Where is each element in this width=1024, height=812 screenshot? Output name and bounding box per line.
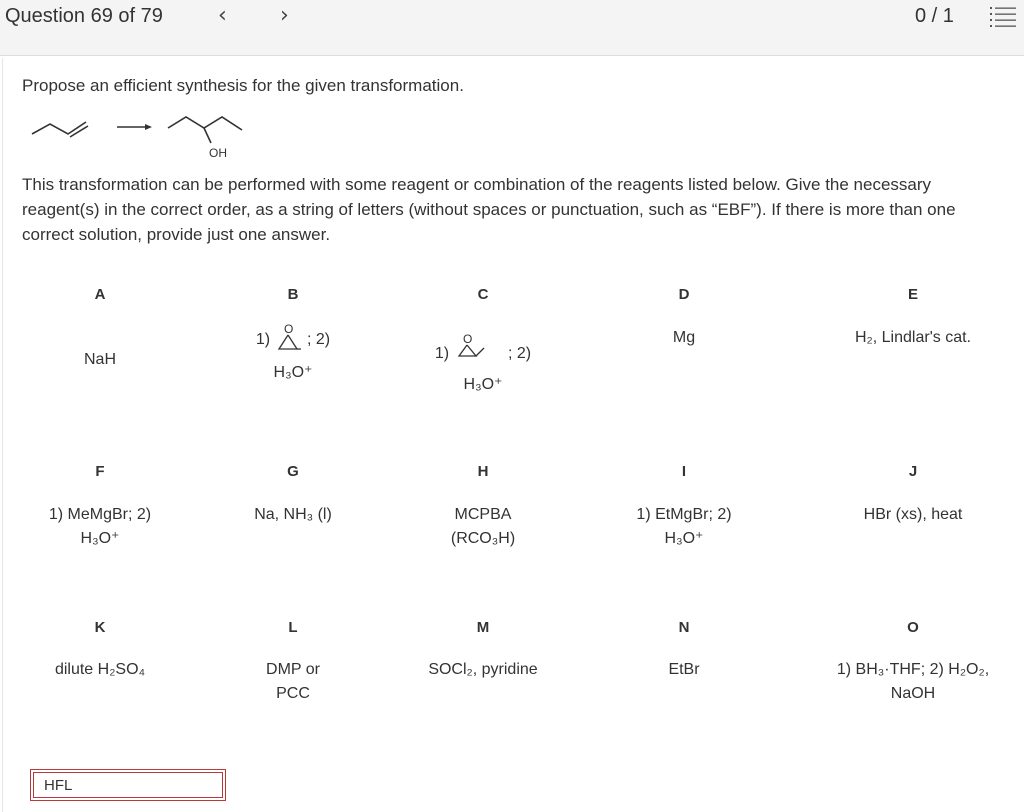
reagent-letter-E: E: [907, 286, 918, 303]
reagent-text-J: HBr (xs), heat: [863, 506, 963, 523]
substituted-epoxide-icon: [454, 332, 504, 362]
reagent-text-K: dilute H₂SO₄: [54, 661, 146, 678]
starting-alkene: [32, 122, 88, 137]
reagent-B-line1: [198, 322, 388, 352]
reagent-C-line1: [388, 332, 578, 365]
product-alcohol: [168, 117, 242, 143]
reagent-text-E: H₂, Lindlar's cat.: [855, 329, 971, 346]
product-oh-label: OH: [209, 146, 227, 160]
reagent-O-line2: NaOH: [890, 685, 936, 702]
reagent-letter-G: G: [287, 463, 299, 480]
reagent-letter-O: O: [907, 619, 919, 636]
reagent-letter-C: C: [477, 286, 489, 303]
reagent-B-step2: ; 2): [307, 331, 331, 348]
previous-question-button[interactable]: ‹: [218, 3, 227, 28]
reagent-letter-L: L: [288, 619, 298, 636]
reagent-C-line2: H₃O⁺: [463, 376, 503, 393]
reagent-letter-F: F: [95, 463, 105, 480]
next-question-button[interactable]: ›: [280, 3, 289, 28]
reagent-text-G: Na, NH₃ (l): [254, 506, 332, 523]
reagent-text-N: EtBr: [668, 661, 700, 678]
question-header: [0, 0, 1024, 56]
reagent-I-line1: 1) EtMgBr; 2): [636, 506, 732, 523]
reagent-F-line1: 1) MeMgBr; 2): [48, 506, 152, 523]
reagent-H-line2: (RCO₃H): [450, 530, 516, 547]
reagent-H-line1: MCPBA: [454, 506, 512, 523]
reagent-I-line2: H₃O⁺: [664, 530, 704, 547]
reaction-arrow: [117, 124, 152, 130]
reagent-F-line2: H₃O⁺: [80, 530, 120, 547]
score-display: 0 / 1: [915, 5, 954, 27]
reagent-letter-B: B: [287, 286, 299, 303]
answer-field-frame: [30, 769, 226, 801]
question-counter: Question 69 of 79: [5, 5, 163, 27]
reagent-text-A: NaH: [83, 351, 116, 368]
reagent-letter-K: K: [94, 619, 106, 636]
reagent-letter-N: N: [678, 619, 690, 636]
reagent-letter-J: J: [908, 463, 918, 480]
reagent-letter-A: A: [94, 286, 106, 303]
reagent-letter-D: D: [678, 286, 690, 303]
reagent-L-line2: PCC: [276, 685, 310, 702]
reagent-C-step1: 1): [434, 345, 450, 362]
reagent-C-step2: ; 2): [508, 345, 532, 362]
reagent-letter-I: I: [681, 463, 687, 480]
reagent-L-line1: DMP or: [266, 661, 320, 678]
epoxide-icon: [275, 322, 303, 352]
instructions-text: This transformation can be performed with some reagent or combination of the reagents listed below. Give the necessary reagent(s) in the correct order, as a string of letters (without spaces or punctuation, such as “EBF”). If there is more than one correct solution, provide just one answer.: [22, 175, 956, 244]
question-prompt: Propose an efficient synthesis for the given transformation.: [22, 76, 464, 95]
epoxide-oxygen-label: O: [462, 332, 472, 346]
reagent-B-line2: H₃O⁺: [273, 364, 313, 381]
question-list-icon[interactable]: [990, 6, 1016, 28]
reagent-text-M: SOCl₂, pyridine: [428, 661, 538, 678]
reagent-text-D: Mg: [672, 329, 696, 346]
answer-input[interactable]: [33, 772, 223, 798]
reagent-O-line1: 1) BH₃·THF; 2) H₂O₂,: [836, 661, 990, 678]
reaction-scheme: [28, 110, 268, 165]
page-left-border: [2, 58, 3, 812]
epoxide-oxygen-label: O: [283, 322, 293, 336]
reagent-letter-H: H: [477, 463, 489, 480]
reagent-B-step1: 1): [255, 331, 271, 348]
reagent-letter-M: M: [476, 619, 490, 636]
